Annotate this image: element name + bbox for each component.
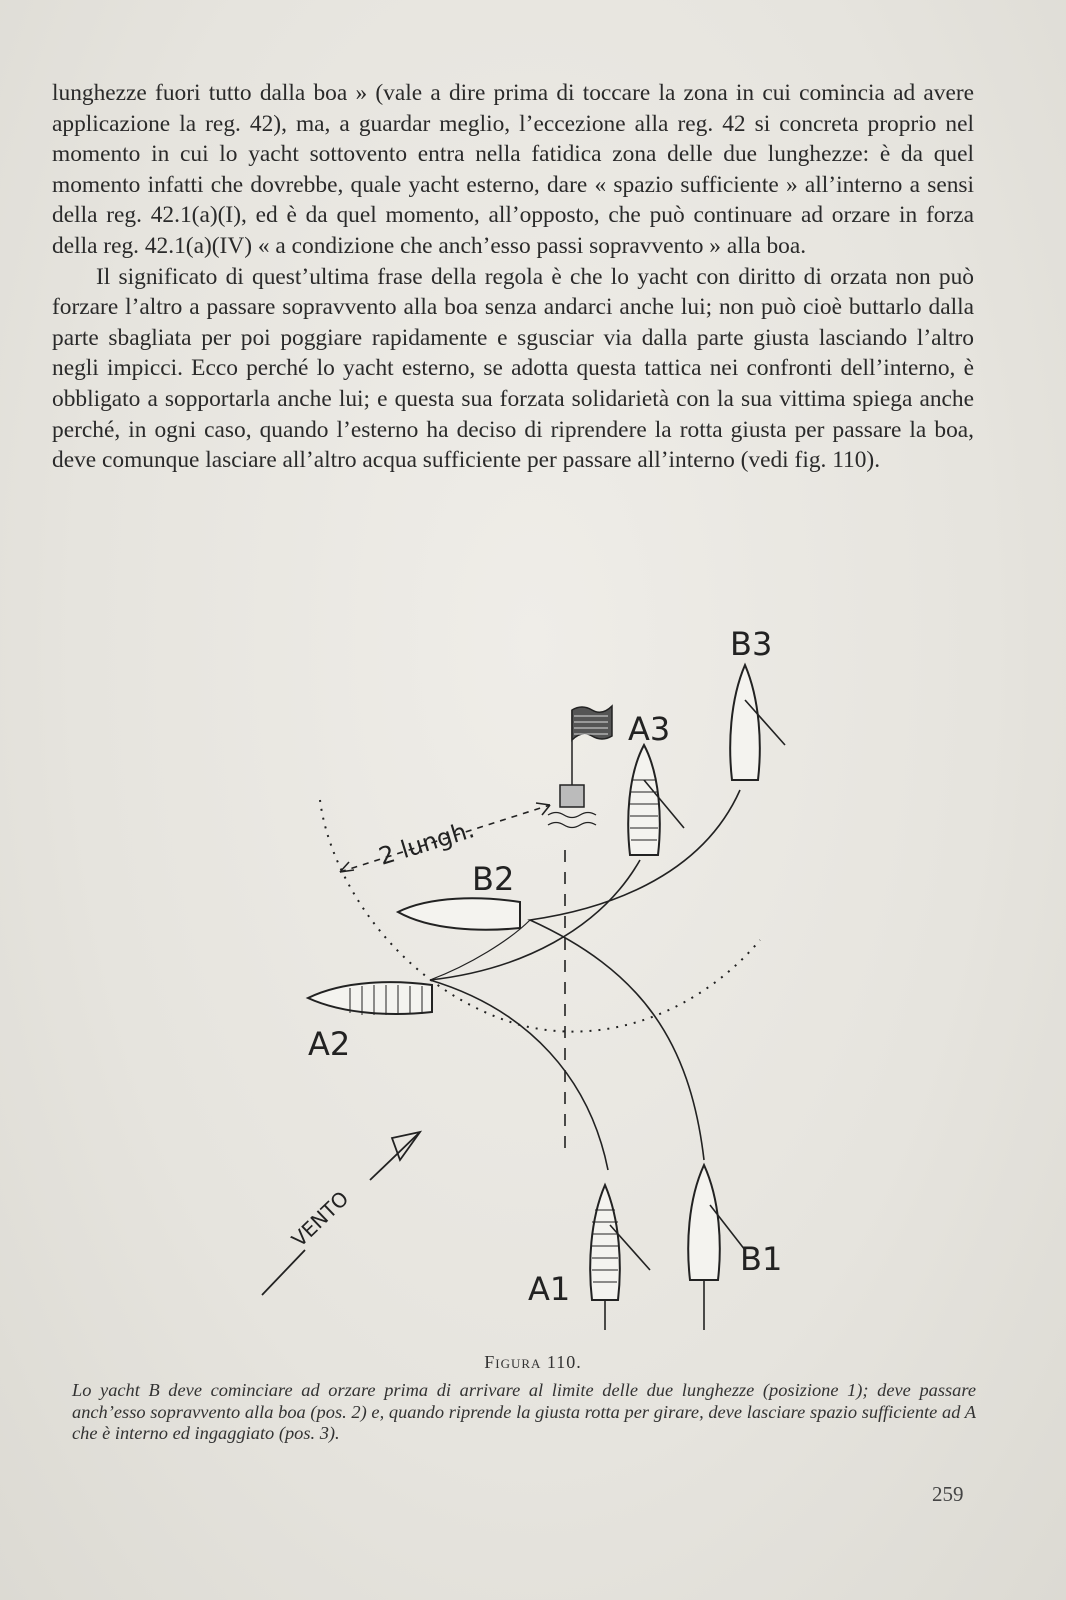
boat-b3: [730, 665, 785, 780]
label-b1: B1: [740, 1240, 783, 1278]
label-a1: A1: [528, 1270, 571, 1308]
figure-110-diagram: [0, 610, 1066, 1330]
body-text: [52, 78, 974, 476]
page-number: 259: [932, 1482, 964, 1506]
boat-a3: [628, 745, 684, 855]
boat-b1: [688, 1165, 745, 1330]
boat-a1: [590, 1185, 650, 1330]
figure-caption: Lo yacht B deve cominciare ad orzare prima di arrivare al limite delle due lunghezze (posizione 1); deve passare anch’esso sopravvento alla boa (pos. 2) e, quando riprende la giusta rotta per girare, deve lasciare spazio sufficiente ad A che è interno ed ingaggiato (pos. 3).: [72, 1380, 976, 1443]
label-distance: 2 lungh.: [375, 815, 478, 871]
label-b2: B2: [472, 860, 515, 898]
mark-buoy-icon: [548, 706, 612, 828]
label-a3: A3: [628, 710, 671, 748]
figure-title: Figura 110.: [484, 1352, 582, 1372]
label-b3: B3: [730, 625, 773, 663]
paragraph-1: lunghezze fuori tutto dalla boa » (vale a dire prima di toccare la zona in cui comincia ad avere applicazione la reg. 42), ma, a guardar meglio, l’eccezione alla reg. 42 si concreta proprio nel momento in cui lo yacht sottovento entra nella fatidica zona delle due lunghezze: è da quel momento infatti che dovrebbe, quale yacht esterno, dare « spazio sufficiente » all’interno a sensi della reg. 42.1(a)(I), ed è da quel momento, all’opposto, che può continuare ad orzare in forza della reg. 42.1(a)(IV) « a condizione che anch’esso passi sopravvento » alla boa.: [52, 80, 974, 259]
boat-b2: [398, 898, 520, 929]
paragraph-2: Il significato di quest’ultima frase della regola è che lo yacht con diritto di orzata non può forzare l’altro a passare sopravvento alla boa senza andarci anche lui; non può cioè buttarlo dalla parte sbagliata per poi poggiare rapidamente e sgusciar via dalla parte giusta lasciando l’altro negli impicci. Ecco perché lo yacht esterno, se adotta questa tattica nei confronti dell’interno, è obbligato a sopportarla anche lui; e questa sua forzata solidarietà con la sua vittima spiega anche perché, in ogni caso, quando l’esterno ha deciso di riprendere la rotta giusta per passare la boa, deve comunque lasciare all’altro acqua sufficiente per passare all’interno (vedi fig. 110).: [52, 263, 974, 474]
label-a2: A2: [308, 1025, 351, 1063]
label-wind: VENTO: [286, 1186, 354, 1252]
boat-a2: [308, 982, 432, 1015]
